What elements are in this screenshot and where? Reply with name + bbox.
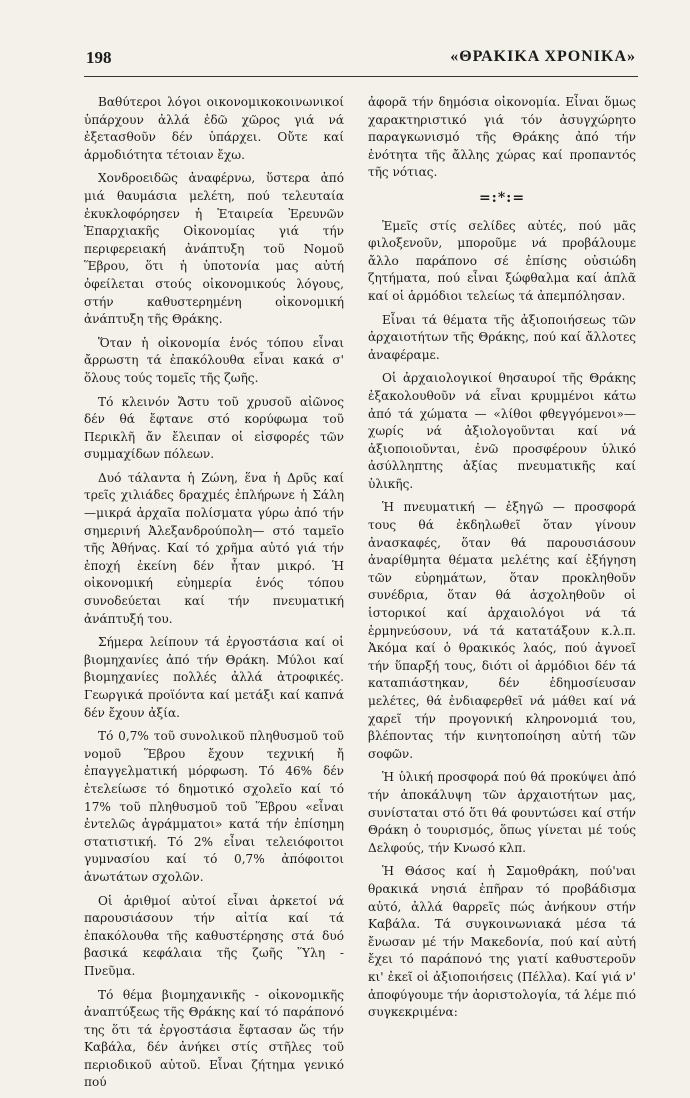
- header-rule: [84, 76, 638, 77]
- paragraph: Τό κλεινόν Ἄστυ τοῦ χρυσοῦ αἰῶνος δέν θά ἔφτανε στό κορύφωμα τοῦ Περικλῆ ἄν ἔλειπαν οἱ εἰσφορές τῶν συμμαχίδων πόλεων.: [84, 394, 344, 462]
- paragraph: Εἶναι τά θέματα τῆς ἀξιοποιήσεως τῶν ἀρχαιοτήτων τῆς Θράκης, πού καί ἄλλοτες ἀναφέραμε.: [368, 312, 636, 362]
- page-number: 198: [86, 48, 112, 67]
- paragraph: Οἱ ἀριθμοί αὐτοί εἶναι ἀρκετοί νά παρουσιάσουν τήν αἰτία καί τά ἐπακόλουθα τῆς καθυστέρησης στά δυό βασικά κεφάλαια τῆς ζωῆς Ὕλη - Πνεῦμα.: [84, 893, 344, 978]
- paragraph: Χονδροειδῶς ἀναφέρνω, ὕστερα ἀπό μιά θαυμάσια μελέτη, πού τελευταία ἐκυκλοφόρησεν ἡ Ἑταιρεία Ἐρευνῶν Ἐπαρχιακῆς Οἰκονομίας γιά τήν περιφερειακή ἀνάπτυξη τοῦ Νομοῦ Ἕβρου, ὅτι ἡ ὑποτονία μας αὐτή ὀφείλεται στούς οἰκονομικούς λόγους, στήν καθυστερημένη οἰκονομική ἀνάπτυξη τῆς Θράκης.: [84, 171, 344, 327]
- paragraph: Ὅταν ἡ οἰκονομία ἑνός τόπου εἶναι ἄρρωστη τά ἐπακόλουθα εἶναι κακά σ' ὅλους τούς τομεῖς τῆς ζωῆς.: [84, 335, 344, 385]
- right-column: [368, 94, 636, 1028]
- section-separator: =:*:=: [478, 189, 526, 206]
- page-header: [86, 48, 636, 72]
- running-title: «ΘΡΑΚΙΚΑ ΧΡΟΝΙΚΑ»: [450, 48, 636, 65]
- paragraph: Ἡ Θάσος καί ἡ Σαμοθράκη, πού'ναι θρακικά νησιά ἐπῆραν τό προβάδισμα αὐτό, ἀλλά θαρρεῖς πώς ἀνήκουν στήν Καβάλα. Τά συγκοινωνιακά μέσα τά ἔνωσαν μέ τήν Μακεδονία, πού καί αὐτή ἔχει τό παράπονό της γιατί καθυστεροῦν κι' ἐκεῖ οἱ ἀξιοποιήσεις (Πέλλα). Καί γιά ν' ἀποφύγουμε τήν ἀοριστολογία, τά λέμε πιό συγκεκριμένα:: [368, 864, 636, 1020]
- paragraph: Δυό τάλαντα ἡ Ζώνη, ἕνα ἡ Δρῦς καί τρεῖς χιλιάδες δραχμές ἐπλήρωνε ἡ Σάλη —μικρά ἀρχαῖα πολίσματα γύρω ἀπό τήν σημερινή Ἀλεξανδρούπολη— στό ταμεῖο τῆς Ἀθήνας. Καί τό χρῆμα αὐτό γιά τήν ἐποχή ἐκείνη δέν ἦταν μικρό. Ἡ οἰκονομική εὐημερία ἑνός τόπου συνοδεύεται καί τήν πνευματική ἀνάπτυξή του.: [84, 470, 344, 626]
- paragraph: Τό θέμα βιομηχανικῆς - οἰκονομικῆς ἀναπτύξεως τῆς Θράκης καί τό παράπονό της ὅτι τά ἐργοστάσια ἔφτασαν ὥς τήν Καβάλα, δέν ἀνήκει στίς στῆλες τοῦ περιοδικοῦ αὐτοῦ. Εἶναι ζήτημα γενικό πού: [84, 987, 344, 1090]
- paragraph: Ἡ ὑλική προσφορά πού θά προκύψει ἀπό τήν ἀποκάλυψη τῶν ἀρχαιοτήτων μας, συνίσταται στό ὅτι θά φουντώσει καί στήν Θράκη ὁ τουρισμός, ὅπως γίνεται μέ τούς Δελφούς, τήν Κνωσό κλπ.: [368, 770, 636, 855]
- left-column: [84, 94, 344, 1098]
- paragraph: Ἡ πνευματική — ἐξηγῶ — προσφορά τους θά ἐκδηλωθεῖ ὅταν γίνουν ἀνασκαφές, ὅταν θά παρουσιάσουν ἀναρίθμητα θέματα μελέτης καί ἐξήγηση τῶν εὑρημάτων, ὅταν προκληθοῦν συνέδρια, ὅταν θά ἀσχοληθοῦν οἱ ἱστορικοί καί ἀρχαιολόγοι νά τά ἑρμηνεύσουν, νά τά κατατάξουν κ.λ.π. Ἀκόμα καί ὁ θρακικός λαός, πού ἀγνοεῖ τήν ὕπαρξή τους, διότι οἱ ἁρμόδιοι δέν τά καταπιάστηκαν, δέν ἐδημοσίευσαν μελέτες, θά ἐνδιαφερθεῖ νά μάθει καί νά χαρεῖ τήν προγονική κληρονομιά του, βλέποντας τήν κινητοποίηση αὐτή τῶν σοφῶν.: [368, 500, 636, 761]
- paragraph: Ἐμεῖς στίς σελίδες αὐτές, πού μᾶς φιλοξενοῦν, μποροῦμε νά προβάλουμε ἄλλο παράπονο σέ ἐπίσης οὐσιώδη ζητήματα, πού εἶναι ξώφθαλμα καί ἁπλᾶ καί οἱ ἁρμόδιοι τελείως τά ἀπεμπόλησαν.: [368, 218, 636, 303]
- paragraph: Σήμερα λείπουν τά ἐργοστάσια καί οἱ βιομηχανίες ἀπό τήν Θράκη. Μύλοι καί βιομηχανίες πολλές ἀλλά ἀτροφικές. Γεωργικά προϊόντα καί μετάξι καί καπνά δέν ἔχουν ἀξία.: [84, 635, 344, 720]
- paragraph: Βαθύτεροι λόγοι οικονομικοκοινωνικοί ὑπάρχουν ἀλλά ἐδῶ χῶρος γιά νά ἐξετασθοῦν δέν ὑπάρχει. Οὔτε καί ἁρμοδιότητα τέτοιαν ἔχω.: [84, 95, 344, 162]
- paragraph-continued: ἀφορᾶ τήν δημόσια οἰκονομία. Εἶναι ὅμως χαρακτηριστικό γιά τόν ἀσυγχώρητο παραγκωνισμό τῆς Θράκης ἀπό τήν ἐνότητα τῆς ἄλλης χώρας καί προπαντός τῆς νότιας.: [368, 95, 636, 180]
- paragraph: Τό 0,7% τοῦ συνολικοῦ πληθυσμοῦ τοῦ νομοῦ Ἕβρου ἔχουν τεχνική ἤ ἐπαγγελματική μόρφωση. Τό 46% δέν ἐτελείωσε τό δημοτικό σχολεῖο καί τό 17% τοῦ πληθυσμοῦ τοῦ Ἕβρου «εἶναι ἐντελῶς ἀγράμματοι» κατά τήν ἐπίσημη στατιστική. Τό 2% εἶναι τελειόφοιτοι γυμνασίου καί τό 0,7% ἀπόφοιτοι ἀνωτάτων σχολῶν.: [84, 729, 344, 884]
- paragraph: Οἱ ἀρχαιολογικοί θησαυροί τῆς Θράκης ἐξακολουθοῦν νά εἶναι κρυμμένοι κάτω ἀπό τά χώματα — «λίθοι φθεγγόμενοι»— χωρίς νά ἀξιολογοῦνται καί νά ἀξιοποιοῦνται, ἐνῶ προσφέρουν ὑλικό ἀσύλληπτης ἀξίας πνευματικῆς καί ὑλικῆς.: [368, 371, 636, 491]
